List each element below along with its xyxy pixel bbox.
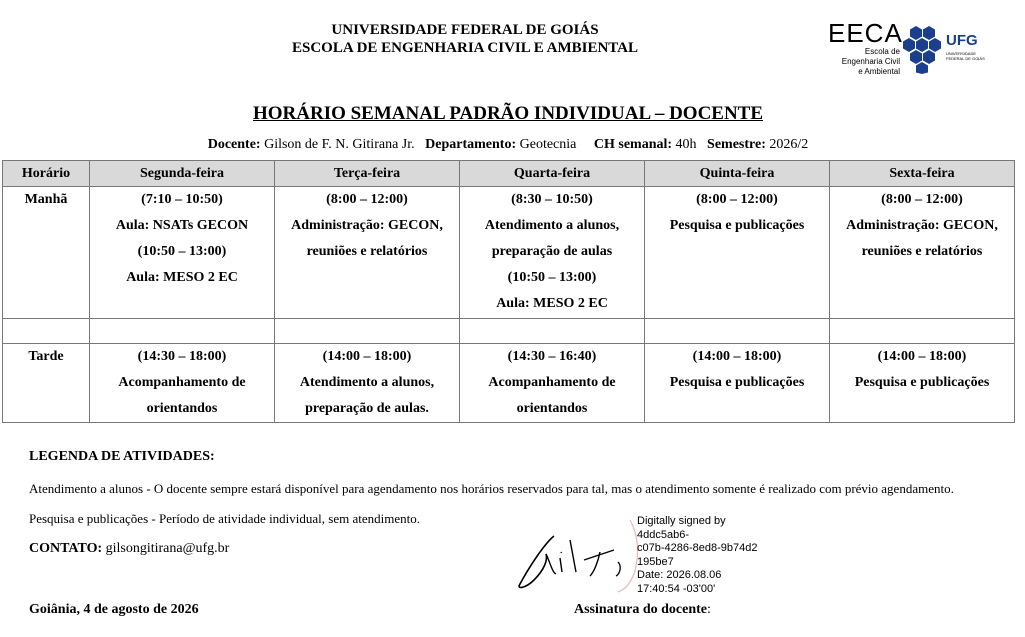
- table-row-manha: [3, 187, 1015, 319]
- cell-line: (8:00 – 12:00): [881, 192, 963, 207]
- signature-colon: :: [707, 602, 711, 617]
- eeca-sub-line: e Ambiental: [858, 67, 900, 76]
- ufg-hexagons-icon: [902, 24, 952, 74]
- signature-label: [574, 602, 711, 618]
- digital-sig-line: Date: 2026.08.06: [637, 569, 722, 581]
- ufg-logo-subtitle: [946, 51, 996, 61]
- cell-line: (8:00 – 12:00): [696, 192, 778, 207]
- cell-line: (14:00 – 18:00): [877, 349, 967, 364]
- university-name: UNIVERSIDADE FEDERAL DE GOIÁS: [331, 22, 599, 38]
- legend-item-pesquisa: Pesquisa e publicações - Período de atividade individual, sem atendimento.: [29, 511, 420, 526]
- cell-line: Pesquisa e publicações: [669, 218, 805, 233]
- cell-line: preparação de aulas: [491, 244, 613, 259]
- ch-value: 40h: [675, 137, 697, 152]
- header-quarta: Quarta-feira: [460, 161, 645, 187]
- cell-line: reuniões e relatórios: [861, 244, 983, 259]
- cell-line: (8:30 – 10:50): [511, 192, 593, 207]
- digital-sig-line: 195be7: [637, 555, 674, 568]
- cell-line: (14:30 – 18:00): [137, 349, 227, 364]
- semestre-label: Semestre:: [707, 137, 766, 152]
- eeca-logo-subtitle: [830, 47, 900, 77]
- cell-line: Aula: MESO 2 EC: [126, 270, 238, 285]
- empty-cell: [460, 319, 645, 344]
- legend-title: LEGENDA DE ATIVIDADES:: [29, 449, 215, 464]
- ufg-sub-line: FEDERAL DE GOIÁS: [946, 56, 985, 61]
- handwritten-signature: [514, 514, 644, 594]
- cell-tarde-quarta: [460, 344, 645, 423]
- contact-email: gilsongitirana@ufg.br: [105, 541, 230, 556]
- school-name: ESCOLA DE ENGENHARIA CIVIL E AMBIENTAL: [291, 40, 639, 56]
- docente-value: Gilson de F. N. Gitirana Jr.: [264, 137, 415, 152]
- cell-line: reuniões e relatórios: [306, 244, 428, 259]
- ch-label: CH semanal:: [593, 137, 673, 152]
- header-sexta: Sexta-feira: [830, 161, 1015, 187]
- cell-line: (14:30 – 16:40): [507, 349, 597, 364]
- ufg-sub-line: UNIVERSIDADE: [946, 51, 977, 56]
- cell-line: Administração: GECON,: [291, 218, 443, 233]
- cell-line: Pesquisa e publicações: [854, 375, 990, 390]
- ufg-logo-text: UFG: [946, 32, 978, 49]
- empty-cell: [3, 319, 90, 344]
- digital-sig-line: c07b-4286-8ed8-9b74d2: [637, 542, 758, 554]
- header-segunda: Segunda-feira: [90, 161, 275, 187]
- eeca-ufg-logo: [828, 18, 998, 80]
- cell-line: Atendimento a alunos,: [484, 218, 620, 233]
- empty-cell: [830, 319, 1015, 344]
- cell-line: Acompanhamento de: [118, 375, 246, 390]
- contact-label: CONTATO:: [29, 541, 103, 556]
- digital-sig-line: 4ddc5ab6-: [637, 528, 689, 541]
- cell-manha-sexta: [830, 187, 1015, 319]
- place-date: Goiânia, 4 de agosto de 2026: [29, 602, 199, 617]
- digital-sig-line: 17:40:54 -03'00': [637, 582, 716, 595]
- cell-tarde-sexta: [830, 344, 1015, 423]
- header-horario: Horário: [3, 161, 90, 187]
- departamento-value: Geotecnia: [519, 137, 577, 152]
- digital-sig-line: Digitally signed by: [637, 515, 726, 527]
- signature-label-text: Assinatura do docente: [574, 602, 708, 617]
- cell-line: (8:00 – 12:00): [326, 192, 408, 207]
- cell-line: Aula: NSATs GECON: [115, 218, 249, 233]
- digital-signature-stamp: [637, 515, 767, 596]
- cell-manha-segunda: [90, 187, 275, 319]
- eeca-logo-text: EECA: [828, 18, 903, 48]
- cell-line: (14:00 – 18:00): [692, 349, 782, 364]
- cell-tarde-terca: [275, 344, 460, 423]
- cell-line: Administração: GECON,: [846, 218, 998, 233]
- table-row-tarde: [3, 344, 1015, 423]
- cell-tarde-quinta: [645, 344, 830, 423]
- cell-manha-quarta: [460, 187, 645, 319]
- legend-item-atendimento: Atendimento a alunos - O docente sempre estará disponível para agendamento nos horários reservados para tal, mas o atendimento somente é realizado com prévio agendamento.: [29, 481, 954, 496]
- cell-line: (10:50 – 13:00): [137, 244, 227, 259]
- contact: [29, 541, 229, 557]
- departamento-label: Departamento:: [425, 137, 517, 152]
- empty-cell: [90, 319, 275, 344]
- row-label-manha: Manhã: [3, 187, 90, 319]
- table-header-row: [3, 161, 1015, 187]
- cell-line: Acompanhamento de: [488, 375, 616, 390]
- cell-manha-terca: [275, 187, 460, 319]
- docente-label: Docente:: [207, 137, 261, 152]
- cell-tarde-segunda: [90, 344, 275, 423]
- eeca-sub-line: Engenharia Civil: [841, 57, 900, 66]
- semestre-value: 2026/2: [769, 137, 809, 152]
- eeca-sub-line: Escola de: [864, 47, 900, 56]
- cell-line: (10:50 – 13:00): [507, 270, 597, 285]
- cell-line: orientandos: [146, 401, 218, 416]
- header-terca: Terça-feira: [275, 161, 460, 187]
- header-quinta: Quinta-feira: [645, 161, 830, 187]
- page-title: HORÁRIO SEMANAL PADRÃO INDIVIDUAL – DOCENTE: [252, 103, 764, 124]
- cell-line: orientandos: [516, 401, 588, 416]
- cell-line: Atendimento a alunos,: [299, 375, 435, 390]
- empty-cell: [645, 319, 830, 344]
- cell-line: preparação de aulas.: [305, 401, 429, 416]
- row-label-tarde: Tarde: [3, 344, 90, 423]
- table-row-spacer: [3, 319, 1015, 344]
- cell-line: Pesquisa e publicações: [669, 375, 805, 390]
- empty-cell: [275, 319, 460, 344]
- cell-manha-quinta: [645, 187, 830, 319]
- schedule-table: [2, 160, 1015, 423]
- docente-info: [0, 137, 1016, 153]
- cell-line: (7:10 – 10:50): [141, 192, 223, 207]
- cell-line: Aula: MESO 2 EC: [496, 296, 608, 311]
- cell-line: (14:00 – 18:00): [322, 349, 412, 364]
